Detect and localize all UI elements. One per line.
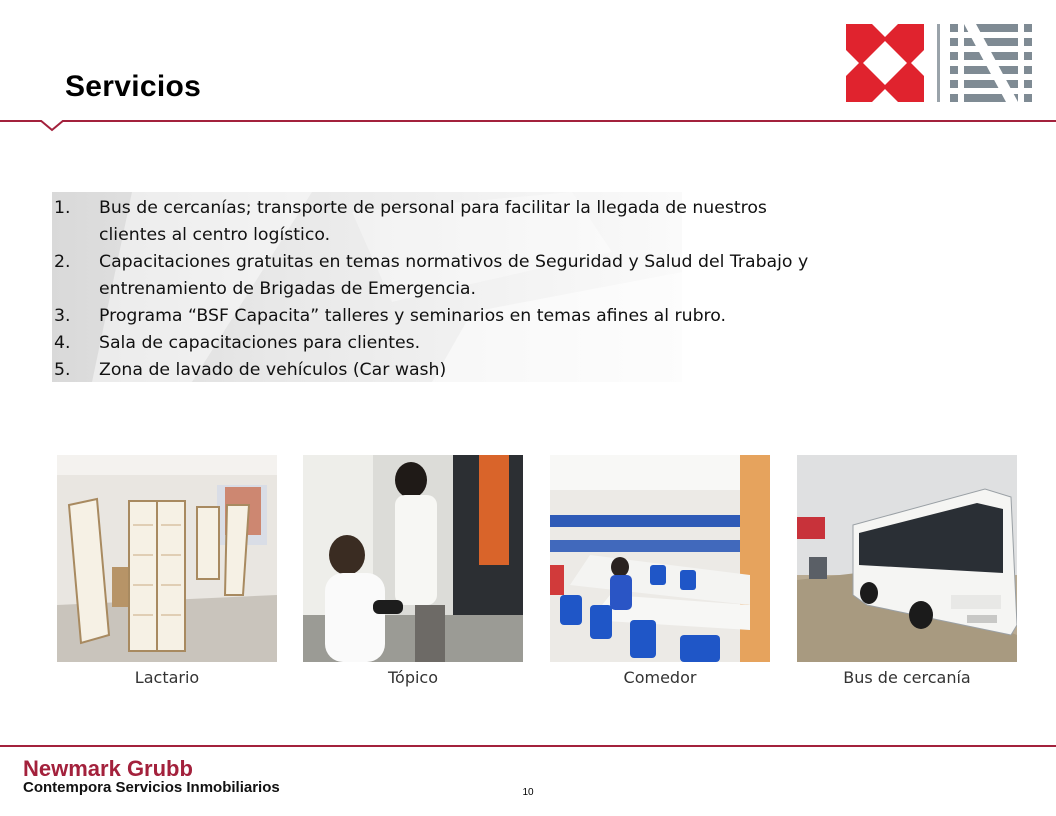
slide-title: Servicios (65, 70, 202, 103)
company-logo (846, 24, 1032, 102)
service-item-2: 2. Capacitaciones gratuitas en temas normativos de Seguridad y Salud del Trabajo y entrenamiento de Brigadas de Emergencia. (54, 252, 809, 299)
topico-photo (303, 455, 523, 662)
brand-name: Newmark Grubb (23, 756, 193, 781)
photo-card-lactario (57, 455, 277, 687)
photo-caption: Bus de cercanía (843, 668, 971, 687)
service-item-5: 5. Zona de lavado de vehículos (Car wash) (54, 360, 447, 380)
photo-card-bus (797, 455, 1017, 687)
photo-caption: Lactario (134, 668, 200, 687)
footer-divider (0, 745, 1056, 747)
service-item-1: 1. Bus de cercanías; transporte de personal para facilitar la llegada de nuestros clientes al centro logístico. (54, 198, 767, 245)
header-notch (40, 120, 64, 132)
service-item-3: 3. Programa “BSF Capacita” talleres y seminarios en temas afines al rubro. (54, 306, 727, 326)
bus-photo (797, 455, 1017, 662)
lactario-photo (57, 455, 277, 662)
header-divider (0, 120, 1056, 122)
photo-card-topico (303, 455, 523, 687)
brand-subtitle: Contempora Servicios Inmobiliarios (23, 779, 280, 796)
page-number: 10 (522, 787, 534, 798)
photo-card-comedor (550, 455, 770, 687)
service-item-4: 4. Sala de capacitaciones para clientes. (54, 333, 421, 353)
photo-caption: Tópico (387, 668, 439, 687)
photo-caption: Comedor (623, 668, 697, 687)
comedor-photo (550, 455, 770, 662)
services-list (52, 195, 808, 384)
